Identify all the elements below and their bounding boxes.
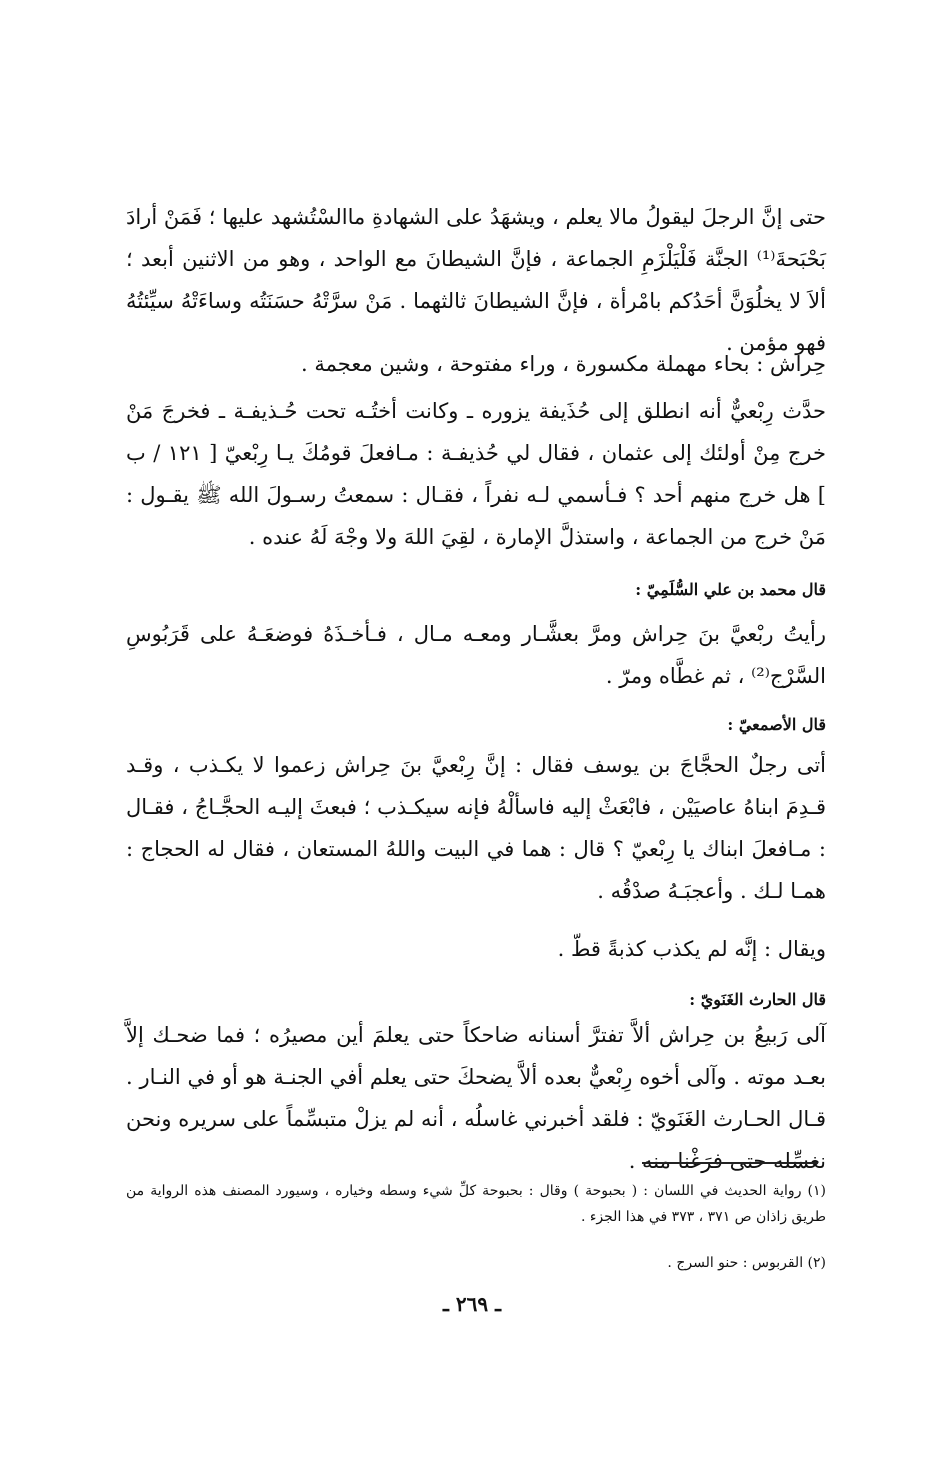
footnote-2: (٢) القربوس : حنو السرج . <box>667 1255 826 1271</box>
paragraph-hirash-spelling: حِراش : بحاء مهملة مكسورة ، وراء مفتوحة ، وشين معجمة . <box>301 352 826 376</box>
heading-asmai: قال الأصمعيّ : <box>727 715 826 734</box>
paragraph-hajjaj: أتى رجلٌ الحجَّاجَ بن يوسف فقال : إنَّ رِبْعيَّ بنَ حِراش زعموا لا يكـذب ، وقـد قـدِمَ ابناهُ عاصيَيْن ، فابْعَثْ إليه فاسألْهُ فإنه سيكـذب ؛ فبعثَ إليـه الحجَّـاجُ ، فقـال : مـافعلَ ابناك يا رِبْعيّ ؟ قال : هما في البيت واللهُ المستعان ، فقال له الحجاج : همـا لـك . وأعجبَـهُ صدْقُه . <box>126 753 826 903</box>
paragraph-rabi-oath: آلى رَبيعُ بن حِراش ألاَّ تفترَّ أسنانه ضاحكاً حتى يعلمَ أين مصيرُه ؛ فما ضحـك إلاَّ بعـد موته . وآلى أخوه رِبْعيٌّ بعده ألاَّ يضحكَ حتى يعلم أفي الجنـة هو أو في النـار . قـال الحـارث الغَنَويّ : فلقد أخبرني غاسلُه ، أنه لم يزلْ متبسِّماً على سريره ونحن نغسِّله حتى فرَغْنا منه . <box>126 1023 826 1173</box>
page-number: ـ ٢٦٩ ـ <box>443 1292 501 1316</box>
paragraph-never-lied: ويقال : إنَّه لم يكذب كذبةً قطّ . <box>557 937 826 961</box>
paragraph-ribi-hudhayfa: حدَّث رِبْعيٌّ أنه انطلق إلى حُذَيفة يزوره ـ وكانت أختُـه تحت حُـذيفـة ـ فخرجَ مَنْ خرج مِنْ أولئك إلى عثمان ، فقال لي حُذيفـة : مـافعلَ قومُكَ يـا رِبْعيّ [ ١٢١ / ب ] هل خرج منهم أحد ؟ فـأسمي لـه نفراً ، فقـال : سمعتُ رسـولَ الله ﷺ يقـول : مَنْ خرج من الجماعة ، واستذلَّ الإمارة ، لقِيَ اللهَ ولا وجْهَ لَهُ عنده . <box>126 399 826 549</box>
paragraph-hadith-continuation: حتى إنَّ الرجلَ ليقولُ مالا يعلم ، ويشهَدُ على الشهادةِ ماالسْتُشهد عليها ؛ فَمَنْ أرادَ بَحْبَحةَ⁽¹⁾ الجنَّة فَلْيَلْزَمِ الجماعة ، فإنَّ الشيطانَ مع الواحد ، وهو من الاثنين أبعد ؛ ألاَ لا يخلُوَنَّ أحَدُكم بامْرأة ، فإنَّ الشيطانَ ثالثهما . مَنْ سرَّتْهُ حسَنَتُه وساءَتْهُ سيِّئتُهُ فهو مؤمن . <box>126 205 826 355</box>
footnote-separator <box>642 1162 818 1164</box>
footnote-1: (١) رواية الحديث في اللسان : ( بحبوحة ) وقال : بحبوحة كلِّ شيء وسطه وخياره ، وسيورد المصنف هذه الرواية من طريق زاذان ص ٣٧١ ، ٣٧٣ في هذا الجزء . <box>126 1183 826 1225</box>
heading-muhammad-sulami: قال محمد بن علي السُّلَمِيّ : <box>635 580 826 599</box>
heading-harith-ghanawi: قال الحارث الغَنَويّ : <box>689 990 826 1009</box>
paragraph-ushshar: رأيتُ ربْعيَّ بنَ حِراش ومرَّ بعشَّـار ومعـه مـال ، فـأخـذَهُ فوضعَـهُ على قَرَبُوسِ السَّرْج⁽²⁾ ، ثم غطَّاه ومرّ . <box>126 622 826 688</box>
